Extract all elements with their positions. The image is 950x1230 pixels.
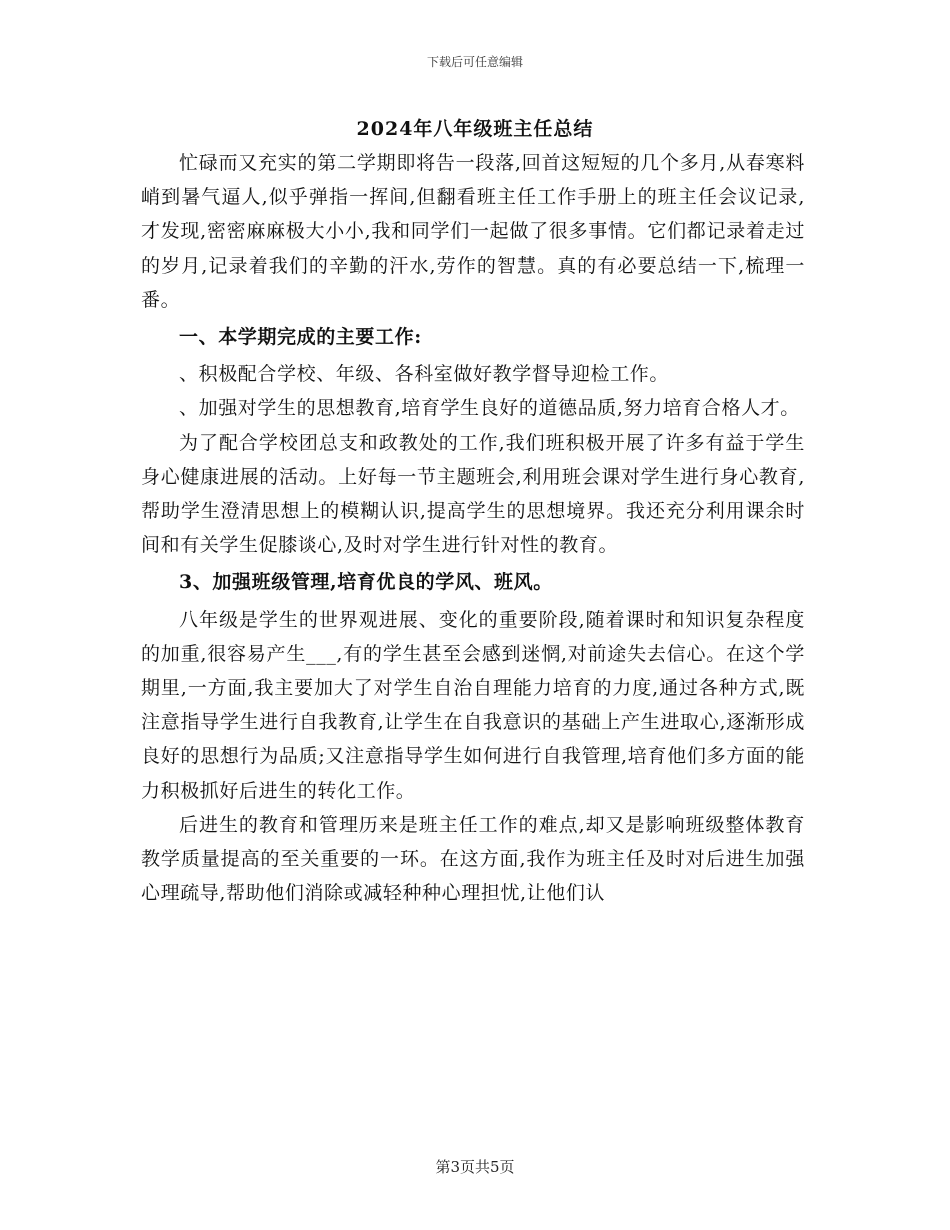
paragraph-intro: 忙碌而又充实的第二学期即将告一段落,回首这短短的几个多月,从春寒料峭到暑气逼人,似乎弹指一挥间,但翻看班主任工作手册上的班主任会议记录,才发现,密密麻麻极大小小,我和同学们一起做了很多事情。它们都记录着走过的岁月,记录着我们的辛勤的汗水,劳作的智慧。真的有必要总结一下,梳理一番。: [141, 152, 805, 311]
paragraph-item-1: 、积极配合学校、年级、各科室做好教学督导迎检工作。: [179, 363, 670, 386]
section-heading-1: 一、本学期完成的主要工作:: [179, 326, 422, 349]
header-note: 下载后可任意编辑: [426, 55, 523, 69]
paragraph-activities: 为了配合学校团总支和政教处的工作,我们班积极开展了许多有益于学生身心健康进展的活动。上好每一节主题班会,利用班会课对学生进行身心教育,帮助学生澄清思想上的模糊认识,提高学生的思想境界。我还充分利用课余时间和有关学生促膝谈心,及时对学生进行针对性的教育。: [141, 431, 805, 557]
paragraph-grade-eight: 八年级是学生的世界观进展、变化的重要阶段,随着课时和知识复杂程度的加重,很容易产生___,有的学生甚至会感到迷惘,对前途失去信心。在这个学期里,一方面,我主要加大了对学生自治自理能力培育的力度,通过各种方式,既注意指导学生进行自我教育,让学生在自我意识的基础上产生进取心,逐渐形成良好的思想行为品质;又注意指导学生如何进行自我管理,培育他们多方面的能力积极抓好后进生的转化工作。: [141, 608, 805, 802]
document-body: [141, 146, 805, 910]
page-number: 第3页共5页: [435, 1158, 515, 1176]
document-title: 2024年八年级班主任总结: [356, 118, 594, 140]
paragraph-underachievers: 后进生的教育和管理历来是班主任工作的难点,却又是影响班级整体教育教学质量提高的至关重要的一环。在这方面,我作为班主任及时对后进生加强心理疏导,帮助他们消除或减轻种种心理担忧,让他们认: [141, 813, 805, 905]
section-heading-3: 3、加强班级管理,培育优良的学风、班风。: [179, 571, 553, 594]
paragraph-item-2: 、加强对学生的思想教育,培育学生良好的道德品质,努力培育合格人才。: [179, 397, 800, 420]
